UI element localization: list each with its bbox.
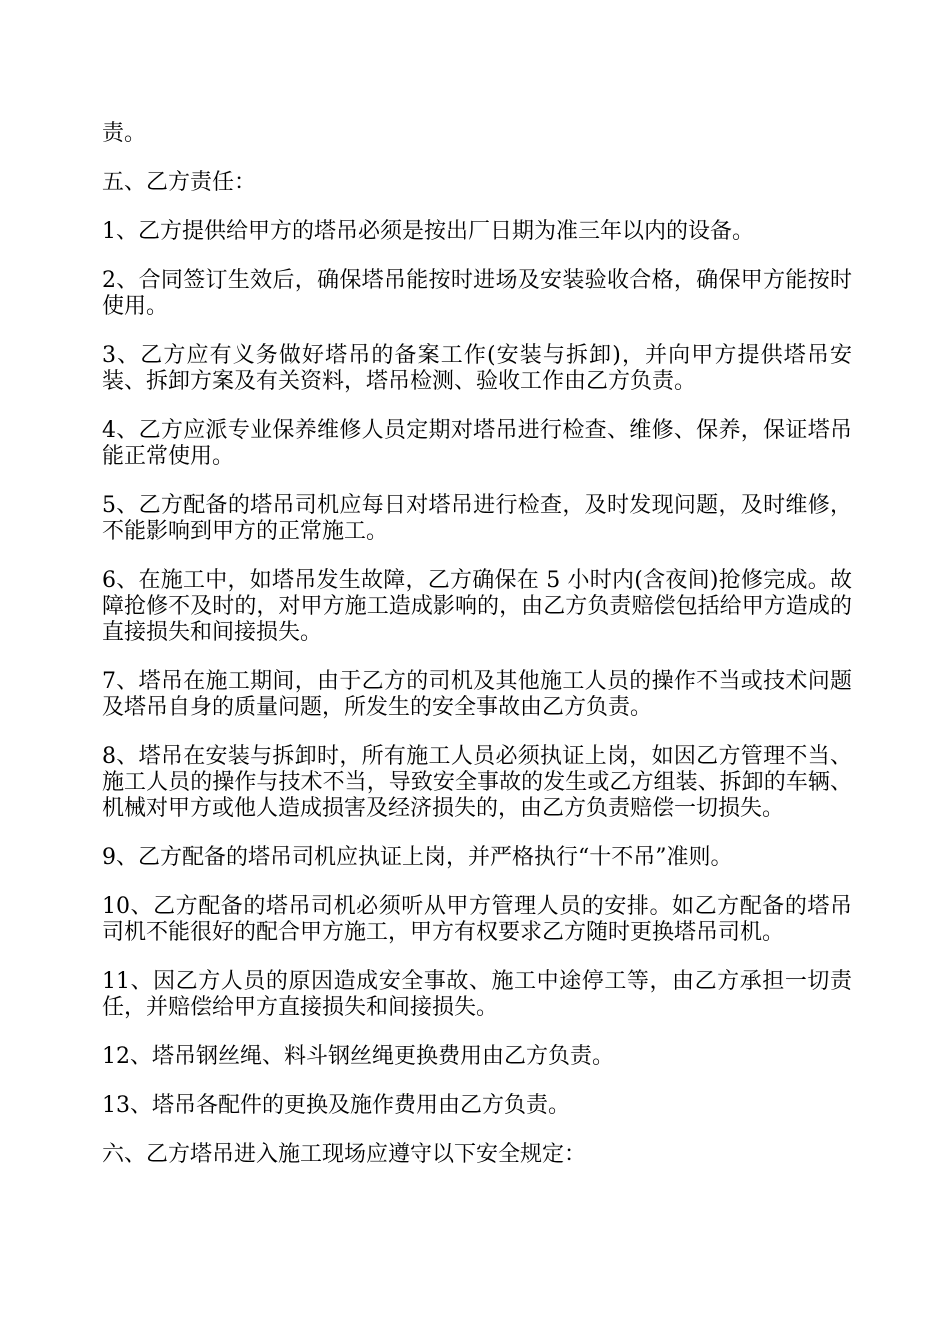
- document-body: [102, 121, 852, 1191]
- clause-10: 10、乙方配备的塔吊司机必须听从甲方管理人员的安排。如乙方配备的塔吊司机不能很好的配合甲方施工，甲方有权要求乙方随时更换塔吊司机。: [102, 894, 852, 945]
- clause-8: 8、塔吊在安装与拆卸时，所有施工人员必须执证上岗，如因乙方管理不当、施工人员的操作与技术不当，导致安全事故的发生或乙方组装、拆卸的车辆、机械对甲方或他人造成损害及经济损失的，由乙方负责赔偿一切损失。: [102, 744, 852, 821]
- clause-6: 6、在施工中，如塔吊发生故障，乙方确保在 5 小时内(含夜间)抢修完成。故障抢修不及时的，对甲方施工造成影响的，由乙方负责赔偿包括给甲方造成的直接损失和间接损失。: [102, 568, 852, 645]
- clause-4: 4、乙方应派专业保养维修人员定期对塔吊进行检查、维修、保养，保证塔吊能正常使用。: [102, 418, 852, 469]
- section-heading-6: 六、乙方塔吊进入施工现场应遵守以下安全规定：: [102, 1142, 587, 1167]
- clause-1: 1、乙方提供给甲方的塔吊必须是按出厂日期为准三年以内的设备。: [102, 219, 754, 244]
- clause-3: 3、乙方应有义务做好塔吊的备案工作(安装与拆卸)，并向甲方提供塔吊安装、拆卸方案及有关资料，塔吊检测、验收工作由乙方负责。: [102, 343, 852, 394]
- clause-2: 2、合同签订生效后，确保塔吊能按时进场及安装验收合格，确保甲方能按时使用。: [102, 268, 852, 319]
- paragraph-continuation: 责。: [102, 121, 147, 146]
- clause-13: 13、塔吊各配件的更换及施作费用由乙方负责。: [102, 1093, 570, 1118]
- clause-5: 5、乙方配备的塔吊司机应每日对塔吊进行检查，及时发现问题，及时维修，不能影响到甲方的正常施工。: [102, 493, 852, 544]
- clause-12: 12、塔吊钢丝绳、料斗钢丝绳更换费用由乙方负责。: [102, 1044, 614, 1069]
- clause-7: 7、塔吊在施工期间，由于乙方的司机及其他施工人员的操作不当或技术问题及塔吊自身的质量问题，所发生的安全事故由乙方负责。: [102, 669, 852, 720]
- section-heading-5: 五、乙方责任：: [102, 170, 257, 195]
- clause-11: 11、因乙方人员的原因造成安全事故、施工中途停工等，由乙方承担一切责任，并赔偿给甲方直接损失和间接损失。: [102, 969, 852, 1020]
- clause-9: 9、乙方配备的塔吊司机应执证上岗，并严格执行“十不吊”准则。: [102, 845, 733, 870]
